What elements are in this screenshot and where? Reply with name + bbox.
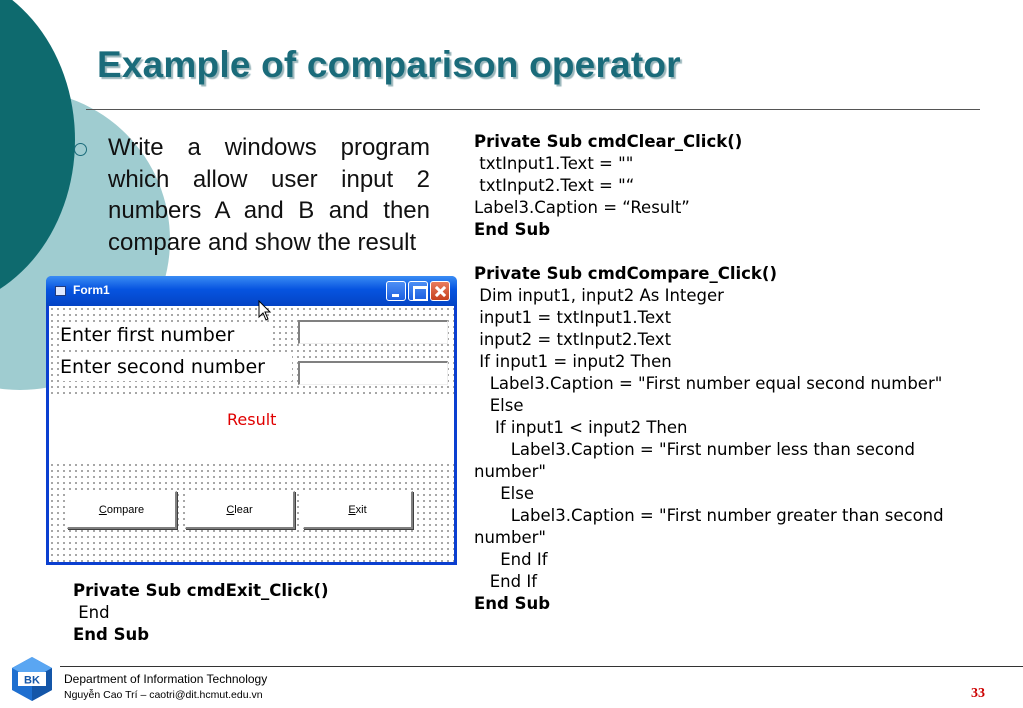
code-line: End (73, 603, 110, 622)
code-line: number" (474, 528, 546, 547)
label-second-number: Enter second number (60, 356, 292, 381)
code-line (474, 241, 944, 263)
code-line: input2 = txtInput2.Text (474, 330, 672, 349)
footer-department: Department of Information Technology (64, 672, 268, 686)
compare-button[interactable] (67, 491, 177, 529)
form1-window (46, 276, 457, 565)
code-block-clear-compare (474, 131, 944, 615)
code-line: Private Sub cmdCompare_Click() (474, 264, 777, 283)
exit-label: xit (355, 504, 367, 516)
code-block-exit (73, 580, 329, 646)
exit-access-key: E (348, 504, 356, 516)
compare-label: ompare (106, 504, 145, 516)
mouse-pointer-icon (258, 300, 272, 322)
code-line: Private Sub cmdClear_Click() (474, 132, 743, 151)
code-line: If input1 < input2 Then (474, 418, 688, 437)
clear-button[interactable] (185, 491, 295, 529)
logo-text: BK (24, 674, 40, 687)
slide-title: Example of comparison operator (97, 44, 681, 85)
form-client-area (49, 306, 454, 562)
maximize-button[interactable] (408, 281, 428, 301)
page-number: 33 (971, 686, 985, 701)
clear-label: lear (234, 504, 253, 516)
code-line: End Sub (474, 220, 551, 239)
code-line: End If (474, 572, 538, 591)
code-line: Private Sub cmdExit_Click() (73, 581, 329, 600)
txtinput1-field[interactable] (298, 320, 448, 344)
code-line: txtInput1.Text = "" (474, 154, 634, 173)
clear-access-key: C (226, 504, 235, 516)
footer-divider (60, 666, 1023, 667)
bullet-text: Write a windows program which allow user input 2 numbers A and B and then compare and show the result (108, 134, 430, 256)
code-line: number" (474, 462, 546, 481)
txtinput2-field[interactable] (298, 361, 448, 385)
code-line: Label3.Caption = "First number equal second number" (474, 374, 943, 393)
label-result: Result (227, 410, 277, 429)
code-line: Label3.Caption = "First number less than second (474, 440, 915, 459)
bullet-circle-icon (74, 143, 87, 156)
footer-author: Nguyễn Cao Trí – caotri@dit.hcmut.edu.vn (64, 689, 263, 701)
close-button[interactable] (430, 281, 450, 301)
code-line: Else (474, 396, 524, 415)
form-icon (55, 286, 66, 296)
window-title: Form1 (73, 283, 110, 297)
code-line: Else (474, 484, 534, 503)
code-line: Dim input1, input2 As Integer (474, 286, 724, 305)
code-line: End If (474, 550, 548, 569)
code-line: input1 = txtInput1.Text (474, 308, 672, 327)
label-first-number: Enter first number (60, 324, 270, 349)
window-titlebar[interactable] (46, 276, 457, 306)
minimize-button[interactable] (386, 281, 406, 301)
code-line: txtInput2.Text = "“ (474, 176, 635, 195)
bk-logo-icon (8, 655, 56, 703)
exit-button[interactable] (303, 491, 413, 529)
code-line: End Sub (474, 594, 551, 613)
code-line: End Sub (73, 625, 150, 644)
code-line: Label3.Caption = “Result” (474, 198, 690, 217)
code-line: If input1 = input2 Then (474, 352, 672, 371)
title-divider (86, 109, 980, 110)
compare-access-key: C (98, 504, 107, 516)
code-line: Label3.Caption = "First number greater than second (474, 506, 944, 525)
